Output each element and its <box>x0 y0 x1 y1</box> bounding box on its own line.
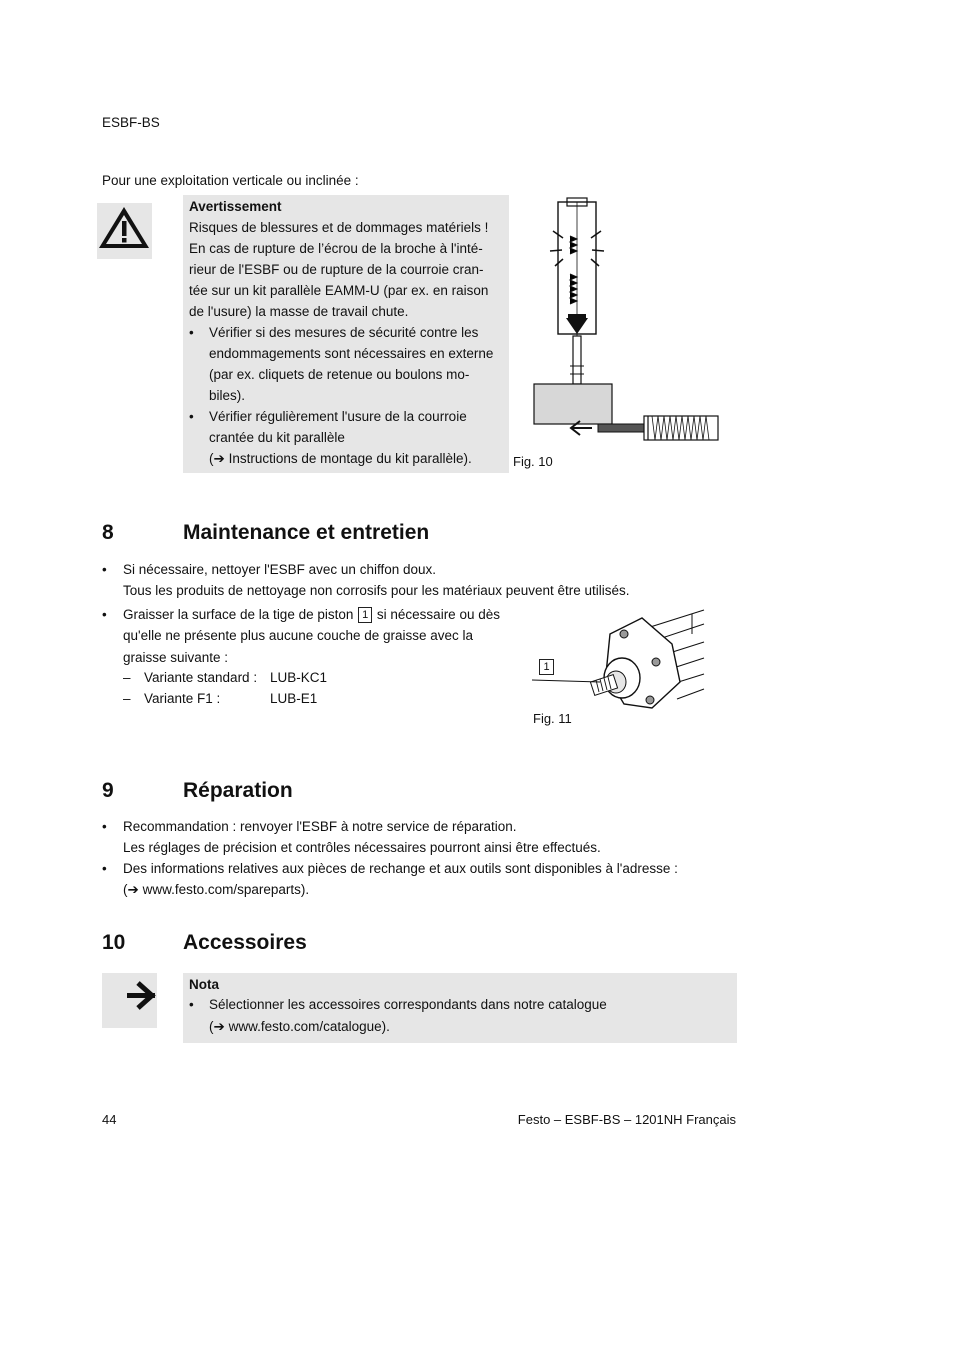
warning-line: rieur de l'ESBF ou de rupture de la courroie cran- <box>189 262 484 277</box>
warning-line: de l'usure) la masse de travail chute. <box>189 304 409 319</box>
warning-line: Risques de blessures et de dommages matériels ! <box>189 220 489 235</box>
section-10-number: 10 <box>102 931 126 954</box>
section-10-title: Accessoires <box>183 931 307 954</box>
variant-value: LUB-KC1 <box>270 670 328 685</box>
warning-bullet-line: (par ex. cliquets de retenue ou boulons mo- <box>209 367 470 382</box>
callout-number: 1 <box>358 607 372 623</box>
bullet-glyph: • <box>189 325 194 340</box>
fig10-drawing <box>530 196 725 446</box>
variant-label: Variante standard : <box>144 670 258 685</box>
s9-bullet-line: Recommandation : renvoyer l'ESBF à notre service de réparation. <box>123 819 517 834</box>
fig10-caption: Fig. 10 <box>513 454 553 469</box>
fig11-drawing <box>532 604 712 716</box>
bullet-glyph: • <box>102 562 107 577</box>
variant-label: Variante F1 : <box>144 691 221 706</box>
note-icon-box <box>102 973 157 1028</box>
paren-open: ( <box>123 882 128 897</box>
arrow-right-icon <box>102 973 157 1028</box>
warning-bullet-line <box>209 448 472 469</box>
spareparts-link[interactable]: www.festo.com/spareparts). <box>142 882 310 897</box>
paren-open: ( <box>209 451 214 466</box>
instructions-ref: Instructions de montage du kit parallèle). <box>228 451 472 466</box>
bullet-glyph: • <box>189 997 194 1012</box>
warning-icon-box <box>97 203 152 259</box>
section-9-title: Réparation <box>183 779 293 802</box>
footer-text: Festo – ESBF-BS – 1201NH Français <box>517 1112 736 1127</box>
arrow-icon: ➔ <box>213 1019 225 1034</box>
document-header: ESBF-BS <box>102 115 160 130</box>
s9-bullet-line <box>123 879 309 900</box>
s8-bullet-line: qu'elle ne présente plus aucune couche de graisse avec la <box>123 628 474 643</box>
bullet-glyph: • <box>189 409 194 424</box>
dash-glyph: – <box>123 691 131 706</box>
warning-bullet-line: endommagements sont nécessaires en externe <box>209 346 494 361</box>
section-8-title: Maintenance et entretien <box>183 521 430 544</box>
warning-bullet-line: biles). <box>209 388 246 403</box>
warning-line: tée sur un kit parallèle EAMM-U (par ex. en raison <box>189 283 489 298</box>
bullet-glyph: • <box>102 861 107 876</box>
warning-title: Avertissement <box>189 199 282 214</box>
note-title: Nota <box>189 977 219 992</box>
variant-value: LUB-E1 <box>270 691 318 706</box>
s8-bullet-line <box>123 604 500 625</box>
s8-bullet-line: graisse suivante : <box>123 650 229 665</box>
arrow-icon: ➔ <box>213 451 225 466</box>
s8-bullet-line: Tous les produits de nettoyage non corrosifs pour les matériaux peuvent être utilisés. <box>123 583 630 598</box>
paren-open: ( <box>209 1019 214 1034</box>
warning-bullet-line: crantée du kit parallèle <box>209 430 345 445</box>
arrow-icon: ➔ <box>127 882 139 897</box>
intro-text: Pour une exploitation verticale ou inclinée : <box>102 173 359 188</box>
section-8-number: 8 <box>102 521 114 544</box>
page-number: 44 <box>102 1112 117 1127</box>
warning-bullet-line: Vérifier régulièrement l'usure de la courroie <box>209 409 467 424</box>
note-line: Sélectionner les accessoires correspondants dans notre catalogue <box>209 997 607 1012</box>
s8-text: si nécessaire ou dès <box>376 607 500 622</box>
s9-bullet-line: Des informations relatives aux pièces de rechange et aux outils sont disponibles à l'adresse : <box>123 861 678 876</box>
s8-text: Graisser la surface de la tige de piston <box>123 607 354 622</box>
catalogue-link[interactable]: www.festo.com/catalogue). <box>228 1019 390 1034</box>
bullet-glyph: • <box>102 819 107 834</box>
s9-bullet-line: Les réglages de précision et contrôles nécessaires pourront ainsi être effectués. <box>123 840 601 855</box>
warning-triangle-icon <box>97 203 152 259</box>
s8-bullet-line: Si nécessaire, nettoyer l'ESBF avec un chiffon doux. <box>123 562 436 577</box>
dash-glyph: – <box>123 670 131 685</box>
bullet-glyph: • <box>102 607 107 622</box>
fig11-callout: 1 <box>539 659 554 675</box>
note-line <box>209 1016 390 1037</box>
fig11-caption: Fig. 11 <box>533 711 572 726</box>
warning-line: En cas de rupture de l’écrou de la broche à l'inté- <box>189 241 483 256</box>
warning-bullet-line: Vérifier si des mesures de sécurité contre les <box>209 325 479 340</box>
section-9-number: 9 <box>102 779 114 802</box>
